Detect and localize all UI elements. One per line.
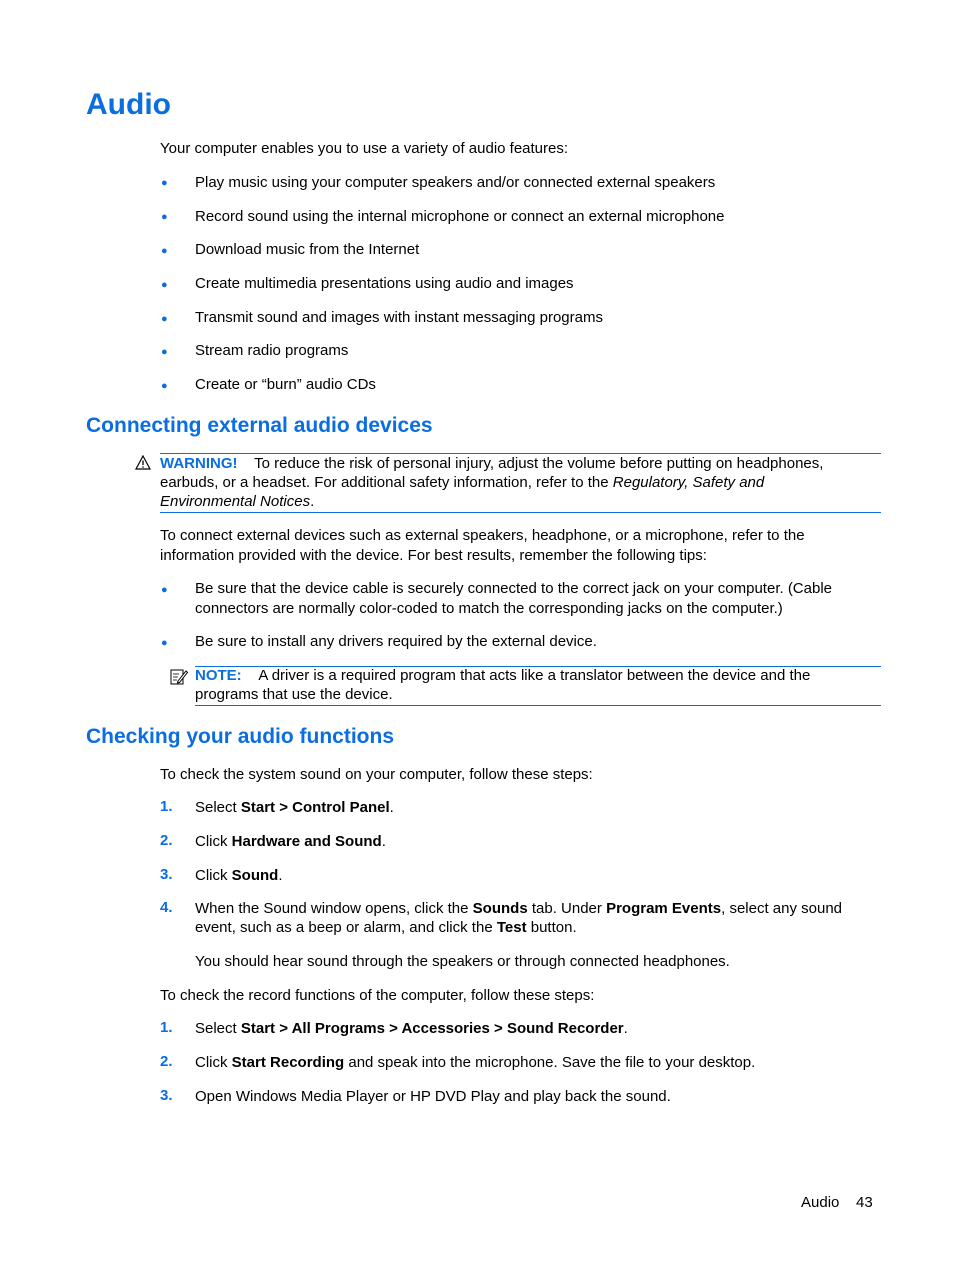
bullet-icon: ● — [161, 346, 168, 358]
bullet-icon: ● — [161, 177, 168, 189]
step-number: 3. — [160, 1087, 173, 1104]
list-item: Download music from the Internet — [195, 241, 420, 258]
step-item: Open Windows Media Player or HP DVD Play and play back the sound. — [195, 1088, 671, 1105]
bullet-icon: ● — [161, 637, 168, 649]
list-item: Be sure that the device cable is securely connected to the correct jack on your computer. (Cable — [195, 580, 833, 597]
list-item: Transmit sound and images with instant messaging programs — [195, 309, 603, 326]
bullet-icon: ● — [161, 245, 168, 257]
warning-label: WARNING! — [160, 455, 238, 472]
step-number: 1. — [160, 798, 173, 815]
warning-bottom-rule — [160, 512, 881, 513]
bullet-icon: ● — [161, 211, 168, 223]
check-sound-intro: To check the system sound on your computer, follow these steps: — [160, 766, 593, 783]
step-result: You should hear sound through the speakers or through connected headphones. — [195, 953, 730, 970]
step-item: Select Start > All Programs > Accessories > Sound Recorder. — [195, 1020, 628, 1037]
step-item: Click Hardware and Sound. — [195, 833, 386, 850]
connect-paragraph-line-2: information provided with the device. For best results, remember the following tips: — [160, 547, 707, 564]
step-item-continuation: event, such as a beep or alarm, and click the Test button. — [195, 919, 577, 936]
list-item: Create or “burn” audio CDs — [195, 376, 376, 393]
connect-paragraph-line-1: To connect external devices such as external speakers, headphone, or a microphone, refer to the — [160, 527, 805, 544]
note-icon — [170, 668, 188, 685]
list-item: Be sure to install any drivers required by the external device. — [195, 633, 597, 650]
warning-line-2: earbuds, or a headset. For additional safety information, refer to the Regulatory, Safety and — [160, 474, 765, 491]
note-line-1: NOTE: A driver is a required program that acts like a translator between the device and the — [195, 667, 811, 684]
note-line-2: programs that use the device. — [195, 686, 393, 703]
intro-paragraph: Your computer enables you to use a variety of audio features: — [160, 140, 569, 157]
step-number: 4. — [160, 899, 173, 916]
page-footer — [801, 1193, 873, 1213]
step-number: 2. — [160, 832, 173, 849]
bullet-icon: ● — [161, 279, 168, 291]
step-item: Click Start Recording and speak into the microphone. Save the file to your desktop. — [195, 1054, 756, 1071]
step-item: Select Start > Control Panel. — [195, 799, 394, 816]
warning-line-1: WARNING! To reduce the risk of personal injury, adjust the volume before putting on headphones, — [160, 455, 824, 472]
notices-title: Regulatory, Safety and — [612, 474, 765, 491]
section-heading-checking: Checking your audio functions — [86, 725, 395, 748]
step-number: 1. — [160, 1019, 173, 1036]
list-item: Record sound using the internal microphone or connect an external microphone — [195, 208, 725, 225]
warning-line-3: Environmental Notices. — [160, 493, 315, 510]
list-item-continuation: connectors are normally color-coded to match the corresponding jacks on the computer.) — [195, 600, 783, 617]
bullet-icon: ● — [161, 380, 168, 392]
step-item: Click Sound. — [195, 867, 283, 884]
note-bottom-rule — [195, 705, 881, 706]
list-item: Play music using your computer speakers and/or connected external speakers — [195, 174, 716, 191]
list-item: Stream radio programs — [195, 342, 349, 359]
bullet-icon: ● — [161, 313, 168, 325]
section-heading-connecting: Connecting external audio devices — [86, 414, 433, 437]
notices-title: Environmental Notices — [160, 493, 311, 510]
footer-section: Audio — [801, 1194, 840, 1211]
list-item: Create multimedia presentations using audio and images — [195, 275, 574, 292]
step-item: When the Sound window opens, click the Sounds tab. Under Program Events, select any sound — [195, 900, 843, 917]
warning-icon — [135, 455, 151, 470]
page-title: Audio — [86, 88, 171, 121]
bullet-icon: ● — [161, 584, 168, 596]
step-number: 2. — [160, 1053, 173, 1070]
note-label: NOTE: — [195, 667, 242, 684]
page-number: 43 — [856, 1194, 873, 1211]
check-record-intro: To check the record functions of the computer, follow these steps: — [160, 987, 595, 1004]
step-number: 3. — [160, 866, 173, 883]
